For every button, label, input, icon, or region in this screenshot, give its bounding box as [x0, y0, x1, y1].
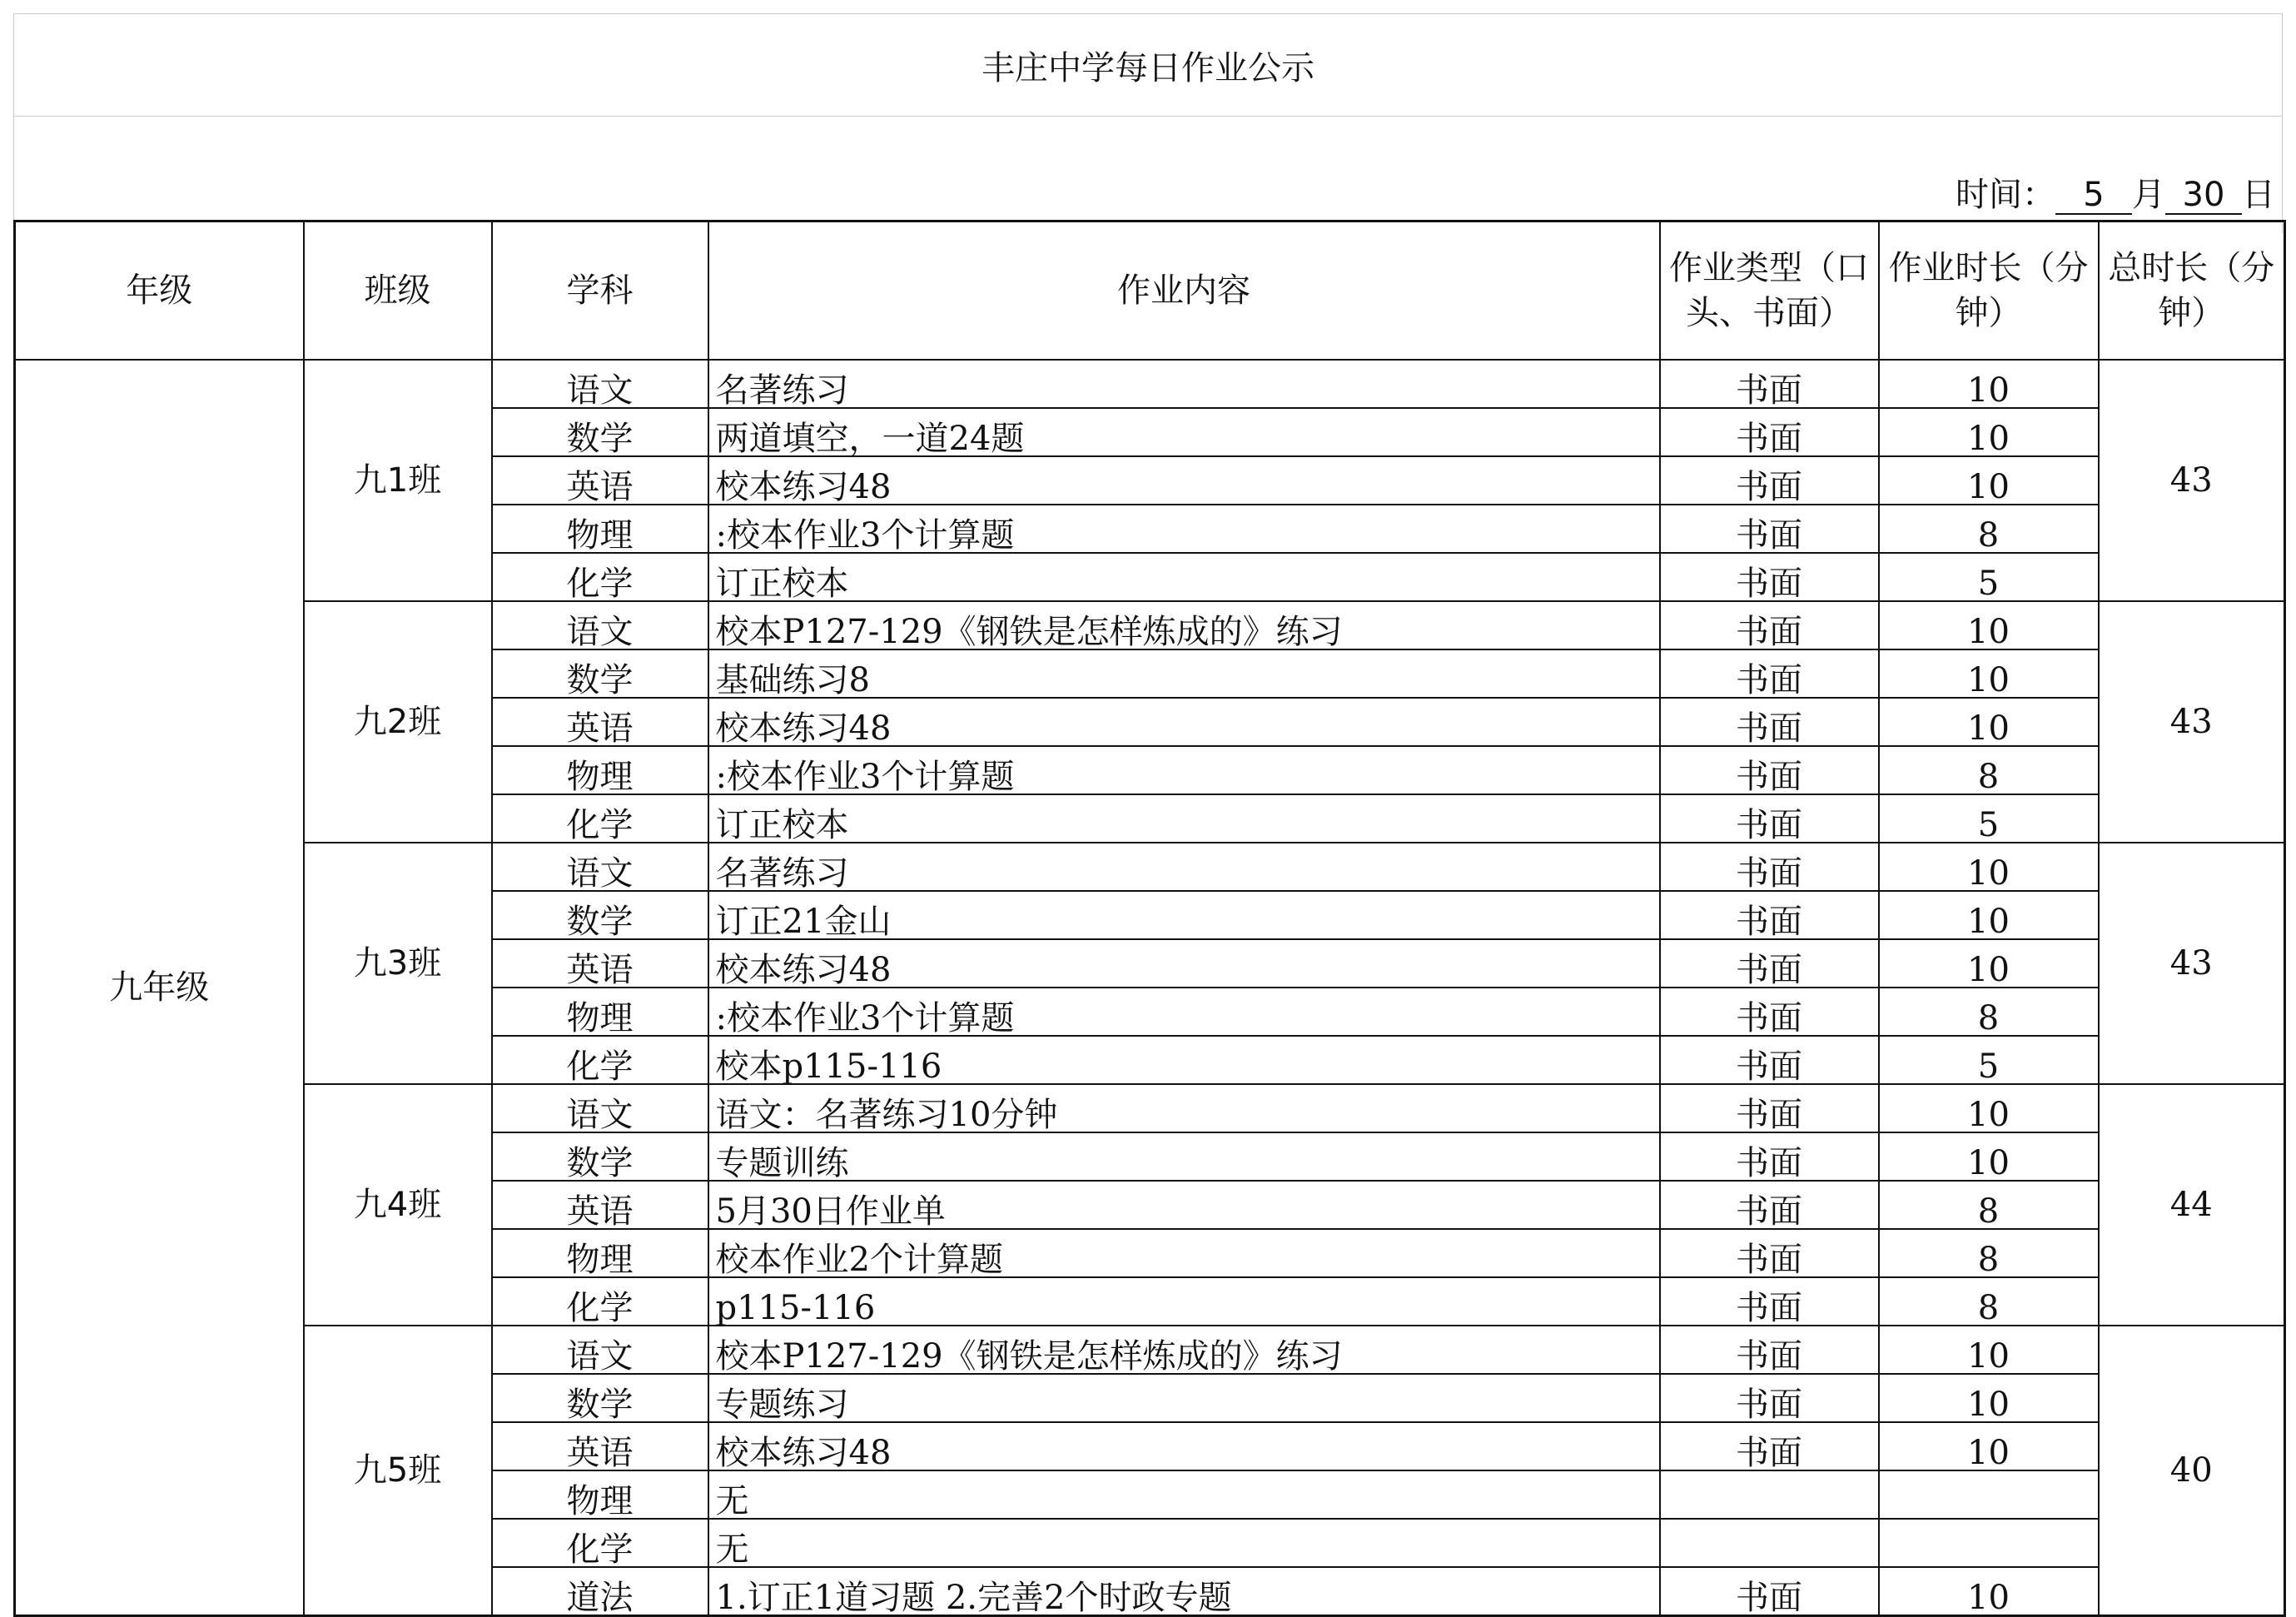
content-cell[interactable]: 校本作业2个计算题 [708, 1229, 1660, 1277]
content-cell[interactable]: 专题练习 [708, 1374, 1660, 1422]
content-cell[interactable]: 名著练习 [708, 843, 1660, 891]
minutes-cell[interactable]: 8 [1879, 505, 2099, 553]
header-type[interactable]: 作业类型（口头、书面） [1660, 221, 1879, 361]
content-cell[interactable]: :校本作业3个计算题 [708, 746, 1660, 794]
minutes-cell[interactable]: 10 [1879, 1132, 2099, 1181]
content-cell[interactable]: 订正校本 [708, 553, 1660, 601]
type-cell[interactable]: 书面 [1660, 408, 1879, 456]
type-cell[interactable]: 书面 [1660, 843, 1879, 891]
date-day: 30 [2165, 177, 2242, 215]
total-cell[interactable]: 43 [2099, 601, 2285, 843]
minutes-cell[interactable]: 10 [1879, 891, 2099, 939]
type-cell[interactable]: 书面 [1660, 698, 1879, 746]
content-cell[interactable]: 无 [708, 1470, 1660, 1519]
table-row [15, 1326, 2285, 1374]
minutes-cell[interactable]: 10 [1879, 1374, 2099, 1422]
subject-cell[interactable]: 英语 [492, 456, 708, 505]
subject-cell[interactable]: 化学 [492, 1036, 708, 1084]
subject-cell[interactable]: 英语 [492, 1422, 708, 1470]
header-class[interactable]: 班级 [304, 221, 492, 361]
minutes-cell[interactable]: 10 [1879, 649, 2099, 698]
minutes-cell[interactable]: 10 [1879, 698, 2099, 746]
subject-cell[interactable]: 物理 [492, 1229, 708, 1277]
type-cell[interactable]: 书面 [1660, 939, 1879, 988]
date-label: 时间： [1956, 176, 2055, 214]
content-cell[interactable]: 语文：名著练习10分钟 [708, 1084, 1660, 1132]
content-cell[interactable]: 无 [708, 1519, 1660, 1567]
header-grade[interactable]: 年级 [15, 221, 304, 361]
minutes-cell[interactable]: 8 [1879, 988, 2099, 1036]
subject-cell[interactable]: 数学 [492, 1374, 708, 1422]
header-subject[interactable]: 学科 [492, 221, 708, 361]
total-cell[interactable]: 43 [2099, 843, 2285, 1084]
subject-cell[interactable]: 物理 [492, 746, 708, 794]
type-cell[interactable]: 书面 [1660, 1036, 1879, 1084]
subject-cell[interactable]: 数学 [492, 408, 708, 456]
type-cell[interactable]: 书面 [1660, 1422, 1879, 1470]
type-cell[interactable]: 书面 [1660, 1229, 1879, 1277]
type-cell[interactable]: 书面 [1660, 1181, 1879, 1229]
type-cell[interactable]: 书面 [1660, 1132, 1879, 1181]
minutes-cell[interactable]: 10 [1879, 408, 2099, 456]
type-cell[interactable]: 书面 [1660, 794, 1879, 843]
table-row [15, 601, 2285, 649]
content-cell[interactable]: 1.订正1道习题 2.完善2个时政专题 [708, 1567, 1660, 1616]
minutes-cell[interactable]: 5 [1879, 794, 2099, 843]
content-cell[interactable]: 名著练习 [708, 360, 1660, 408]
content-cell[interactable]: 校本练习48 [708, 1422, 1660, 1470]
class-cell[interactable]: 九5班 [304, 1326, 492, 1616]
type-cell[interactable]: 书面 [1660, 1277, 1879, 1326]
minutes-cell[interactable]: 10 [1879, 939, 2099, 988]
header-row [15, 221, 2285, 361]
minutes-cell[interactable]: 10 [1879, 843, 2099, 891]
subject-cell[interactable]: 化学 [492, 1519, 708, 1567]
content-cell[interactable]: 5月30日作业单 [708, 1181, 1660, 1229]
minutes-cell[interactable]: 8 [1879, 1229, 2099, 1277]
type-cell[interactable]: 书面 [1660, 456, 1879, 505]
type-cell[interactable]: 书面 [1660, 360, 1879, 408]
total-cell[interactable]: 44 [2099, 1084, 2285, 1326]
content-cell[interactable]: 校本练习48 [708, 939, 1660, 988]
subject-cell[interactable]: 语文 [492, 1084, 708, 1132]
subject-cell[interactable]: 道法 [492, 1567, 708, 1616]
header-duration[interactable]: 作业时长（分钟） [1879, 221, 2099, 361]
subject-cell[interactable]: 物理 [492, 988, 708, 1036]
subject-cell[interactable]: 语文 [492, 1326, 708, 1374]
minutes-cell[interactable]: 10 [1879, 1084, 2099, 1132]
subject-cell[interactable]: 化学 [492, 553, 708, 601]
type-cell[interactable] [1660, 1470, 1879, 1519]
minutes-cell[interactable]: 10 [1879, 360, 2099, 408]
type-cell[interactable]: 书面 [1660, 1084, 1879, 1132]
content-cell[interactable]: 订正21金山 [708, 891, 1660, 939]
type-cell[interactable]: 书面 [1660, 988, 1879, 1036]
subject-cell[interactable]: 英语 [492, 698, 708, 746]
minutes-cell[interactable]: 10 [1879, 456, 2099, 505]
minutes-cell[interactable] [1879, 1519, 2099, 1567]
table-row [15, 843, 2285, 891]
class-cell[interactable]: 九3班 [304, 843, 492, 1084]
content-cell[interactable]: 校本练习48 [708, 698, 1660, 746]
class-cell[interactable]: 九4班 [304, 1084, 492, 1326]
subject-cell[interactable]: 数学 [492, 891, 708, 939]
total-cell[interactable]: 40 [2099, 1326, 2285, 1616]
table-body [15, 360, 2285, 1616]
type-cell[interactable]: 书面 [1660, 1374, 1879, 1422]
subject-cell[interactable]: 数学 [492, 649, 708, 698]
content-cell[interactable]: 基础练习8 [708, 649, 1660, 698]
minutes-cell[interactable]: 10 [1879, 1326, 2099, 1374]
type-cell[interactable]: 书面 [1660, 601, 1879, 649]
content-cell[interactable]: :校本作业3个计算题 [708, 988, 1660, 1036]
class-cell[interactable]: 九2班 [304, 601, 492, 843]
subject-cell[interactable]: 数学 [492, 1132, 708, 1181]
content-cell[interactable]: 专题训练 [708, 1132, 1660, 1181]
minutes-cell[interactable]: 10 [1879, 1422, 2099, 1470]
date-line [1956, 168, 2275, 216]
homework-table [13, 220, 2286, 1617]
page-title: 丰庄中学每日作业公示 [982, 48, 1314, 87]
subject-cell[interactable]: 英语 [492, 939, 708, 988]
subject-cell[interactable]: 化学 [492, 1277, 708, 1326]
date-cell[interactable] [13, 117, 2283, 233]
minutes-cell[interactable]: 8 [1879, 1277, 2099, 1326]
type-cell[interactable]: 书面 [1660, 746, 1879, 794]
content-cell[interactable]: 校本p115-116 [708, 1036, 1660, 1084]
type-cell[interactable] [1660, 1519, 1879, 1567]
content-cell[interactable]: :校本作业3个计算题 [708, 505, 1660, 553]
minutes-cell[interactable]: 10 [1879, 601, 2099, 649]
content-cell[interactable]: 两道填空，一道24题 [708, 408, 1660, 456]
header-content[interactable]: 作业内容 [708, 221, 1660, 361]
table-row [15, 1084, 2285, 1132]
minutes-cell[interactable]: 5 [1879, 553, 2099, 601]
total-cell[interactable]: 43 [2099, 360, 2285, 601]
subject-cell[interactable]: 语文 [492, 601, 708, 649]
subject-cell[interactable]: 化学 [492, 794, 708, 843]
content-cell[interactable]: p115-116 [708, 1277, 1660, 1326]
subject-cell[interactable]: 物理 [492, 505, 708, 553]
type-cell[interactable]: 书面 [1660, 1326, 1879, 1374]
date-month-unit: 月 [2132, 176, 2165, 214]
subject-cell[interactable]: 语文 [492, 360, 708, 408]
content-cell[interactable]: 校本P127-129《钢铁是怎样炼成的》练习 [708, 601, 1660, 649]
sheet-title-cell[interactable] [13, 13, 2283, 117]
date-month: 5 [2055, 177, 2132, 215]
type-cell[interactable]: 书面 [1660, 1567, 1879, 1616]
subject-cell[interactable]: 物理 [492, 1470, 708, 1519]
type-cell[interactable]: 书面 [1660, 891, 1879, 939]
minutes-cell[interactable]: 8 [1879, 1181, 2099, 1229]
content-cell[interactable]: 订正校本 [708, 794, 1660, 843]
subject-cell[interactable]: 英语 [492, 1181, 708, 1229]
minutes-cell[interactable]: 8 [1879, 746, 2099, 794]
grade-cell[interactable]: 九年级 [15, 360, 304, 1616]
class-cell[interactable]: 九1班 [304, 360, 492, 601]
type-cell[interactable]: 书面 [1660, 505, 1879, 553]
header-total[interactable]: 总时长（分钟） [2099, 221, 2285, 361]
content-cell[interactable]: 校本P127-129《钢铁是怎样炼成的》练习 [708, 1326, 1660, 1374]
minutes-cell[interactable]: 10 [1879, 1567, 2099, 1616]
date-day-unit: 日 [2242, 176, 2275, 214]
content-cell[interactable]: 校本练习48 [708, 456, 1660, 505]
table-row [15, 360, 2285, 408]
minutes-cell[interactable] [1879, 1470, 2099, 1519]
type-cell[interactable]: 书面 [1660, 553, 1879, 601]
minutes-cell[interactable]: 5 [1879, 1036, 2099, 1084]
type-cell[interactable]: 书面 [1660, 649, 1879, 698]
subject-cell[interactable]: 语文 [492, 843, 708, 891]
